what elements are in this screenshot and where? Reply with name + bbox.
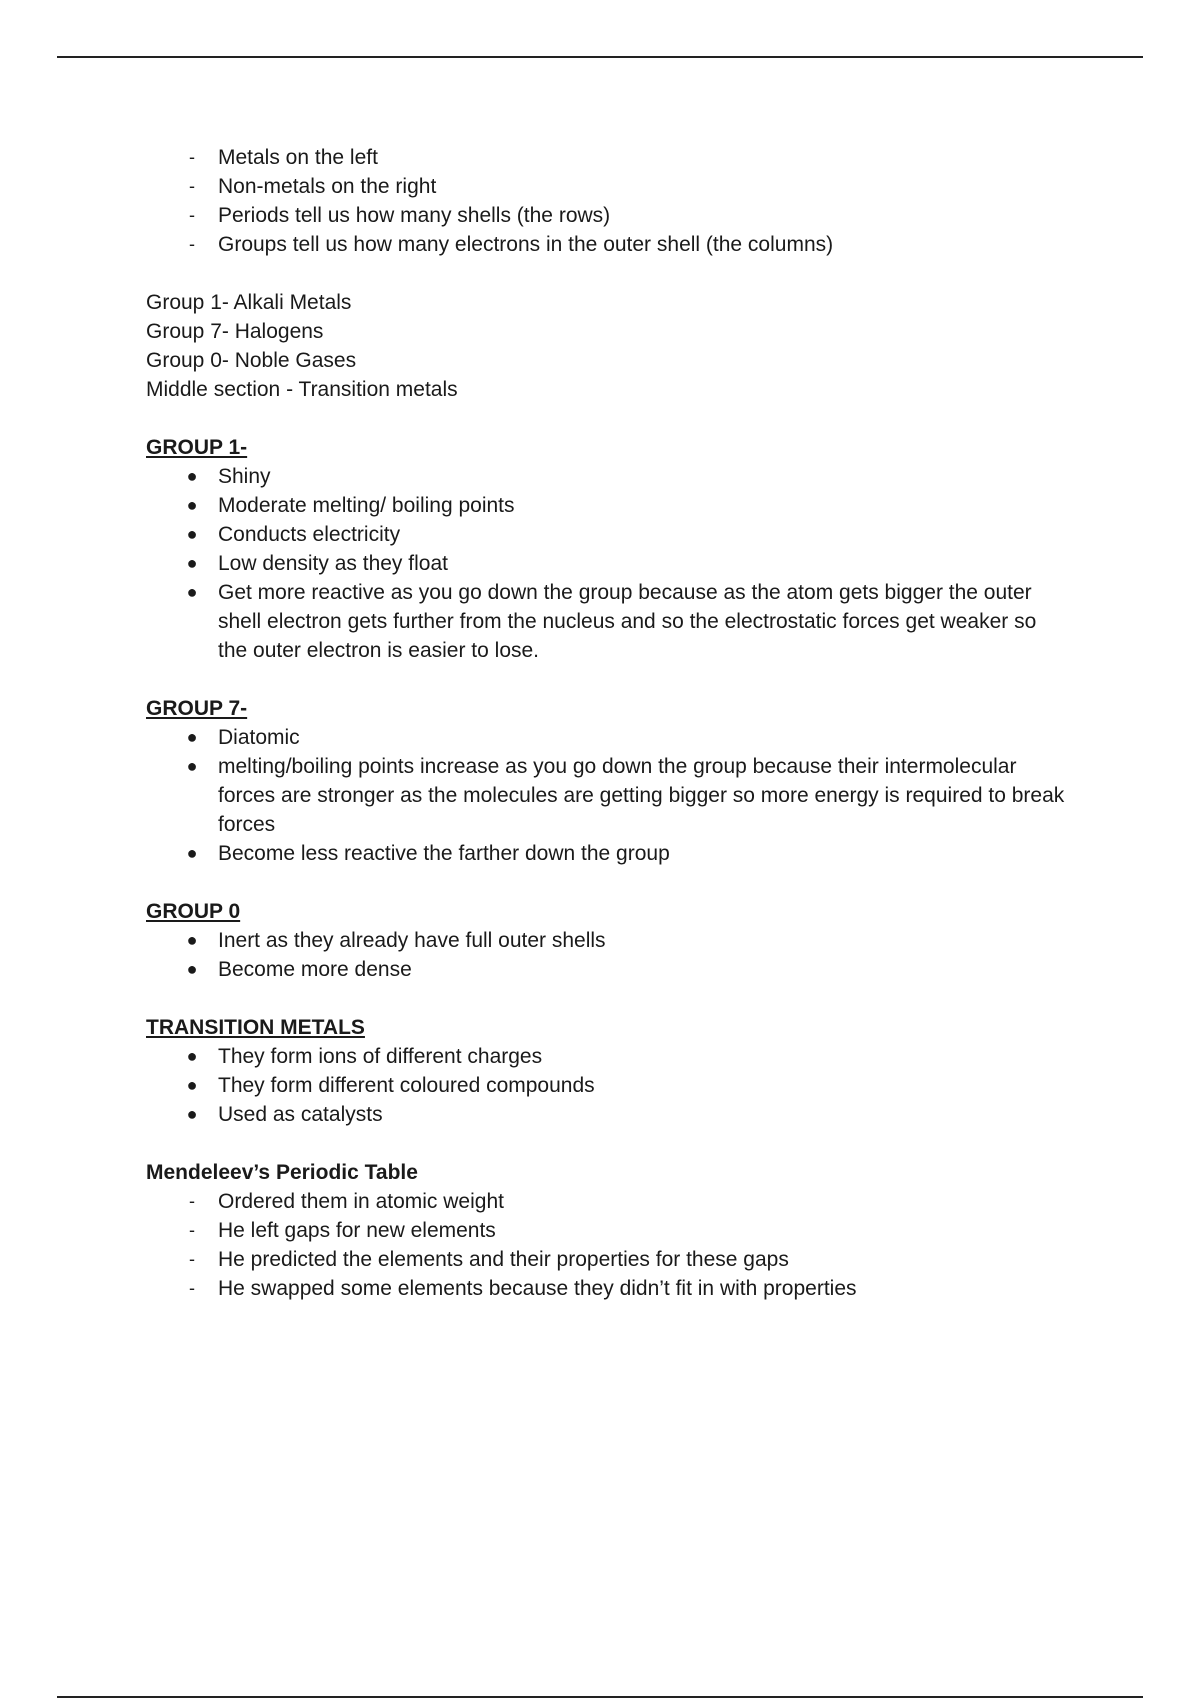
group-summary (146, 288, 1066, 404)
bullet-icon: ● (186, 466, 198, 486)
intro-list (146, 143, 1066, 259)
dash-icon: - (189, 147, 195, 167)
bullet-icon: ● (186, 1075, 198, 1095)
group7-heading: GROUP 7- (146, 697, 248, 720)
mendeleev-heading: Mendeleev’s Periodic Table (146, 1161, 418, 1184)
notes-body (146, 143, 1066, 1303)
group-line: Group 1- Alkali Metals (146, 291, 352, 314)
list-item: ● Inert as they already have full outer shells (146, 926, 1066, 955)
list-item: - He swapped some elements because they didn’t fit in with properties (146, 1274, 1066, 1303)
group7-section (146, 694, 1066, 868)
list-item: - Metals on the left (146, 143, 1066, 172)
bullet-icon: ● (186, 930, 198, 950)
dash-icon: - (189, 205, 195, 225)
group0-section (146, 897, 1066, 984)
top-rule (57, 56, 1143, 58)
list-item: ● Low density as they float (146, 549, 1066, 578)
list-item: ● Become less reactive the farther down the group (146, 839, 1066, 868)
list-item: ● Used as catalysts (146, 1100, 1066, 1129)
bullet-icon: ● (186, 1046, 198, 1066)
transition-heading: TRANSITION METALS (146, 1016, 365, 1039)
dash-icon: - (189, 1249, 195, 1269)
list-item: ● melting/boiling points increase as you go down the group because their intermolecular forces are stronger as the molecules are getting bigger so more energy is required to break forces (146, 752, 1066, 839)
list-item: ● Conducts electricity (146, 520, 1066, 549)
list-item: ● Moderate melting/ boiling points (146, 491, 1066, 520)
transition-list (146, 1042, 1066, 1129)
list-item: - He left gaps for new elements (146, 1216, 1066, 1245)
dash-icon: - (189, 1278, 195, 1298)
group0-list (146, 926, 1066, 984)
bullet-icon: ● (186, 756, 198, 776)
group1-heading: GROUP 1- (146, 436, 248, 459)
bullet-icon: ● (186, 843, 198, 863)
list-item: - Periods tell us how many shells (the rows) (146, 201, 1066, 230)
list-item: ● They form different coloured compounds (146, 1071, 1066, 1100)
group-line: Group 7- Halogens (146, 320, 324, 343)
group-line: Group 0- Noble Gases (146, 349, 357, 372)
bullet-icon: ● (186, 582, 198, 602)
bullet-icon: ● (186, 553, 198, 573)
group7-list (146, 723, 1066, 868)
mendeleev-section (146, 1158, 1066, 1303)
transition-section (146, 1013, 1066, 1129)
list-item: ● They form ions of different charges (146, 1042, 1066, 1071)
dash-icon: - (189, 176, 195, 196)
group0-heading: GROUP 0 (146, 900, 241, 923)
list-item: ● Become more dense (146, 955, 1066, 984)
list-item: - Groups tell us how many electrons in the outer shell (the columns) (146, 230, 1066, 259)
dash-icon: - (189, 234, 195, 254)
bullet-icon: ● (186, 727, 198, 747)
list-item: ● Shiny (146, 462, 1066, 491)
dash-icon: - (189, 1220, 195, 1240)
bullet-icon: ● (186, 495, 198, 515)
bottom-rule (57, 1696, 1143, 1698)
group-line: Middle section - Transition metals (146, 378, 458, 401)
list-item: - He predicted the elements and their properties for these gaps (146, 1245, 1066, 1274)
bullet-icon: ● (186, 1104, 198, 1124)
bullet-icon: ● (186, 524, 198, 544)
bullet-icon: ● (186, 959, 198, 979)
list-item: - Ordered them in atomic weight (146, 1187, 1066, 1216)
dash-icon: - (189, 1191, 195, 1211)
group1-list (146, 462, 1066, 665)
mendeleev-list (146, 1187, 1066, 1303)
list-item: - Non-metals on the right (146, 172, 1066, 201)
group1-section (146, 433, 1066, 665)
list-item: ● Diatomic (146, 723, 1066, 752)
list-item: ● Get more reactive as you go down the group because as the atom gets bigger the outer shell electron gets further from the nucleus and so the electrostatic forces get weaker so the outer electron is easier to lose. (146, 578, 1066, 665)
